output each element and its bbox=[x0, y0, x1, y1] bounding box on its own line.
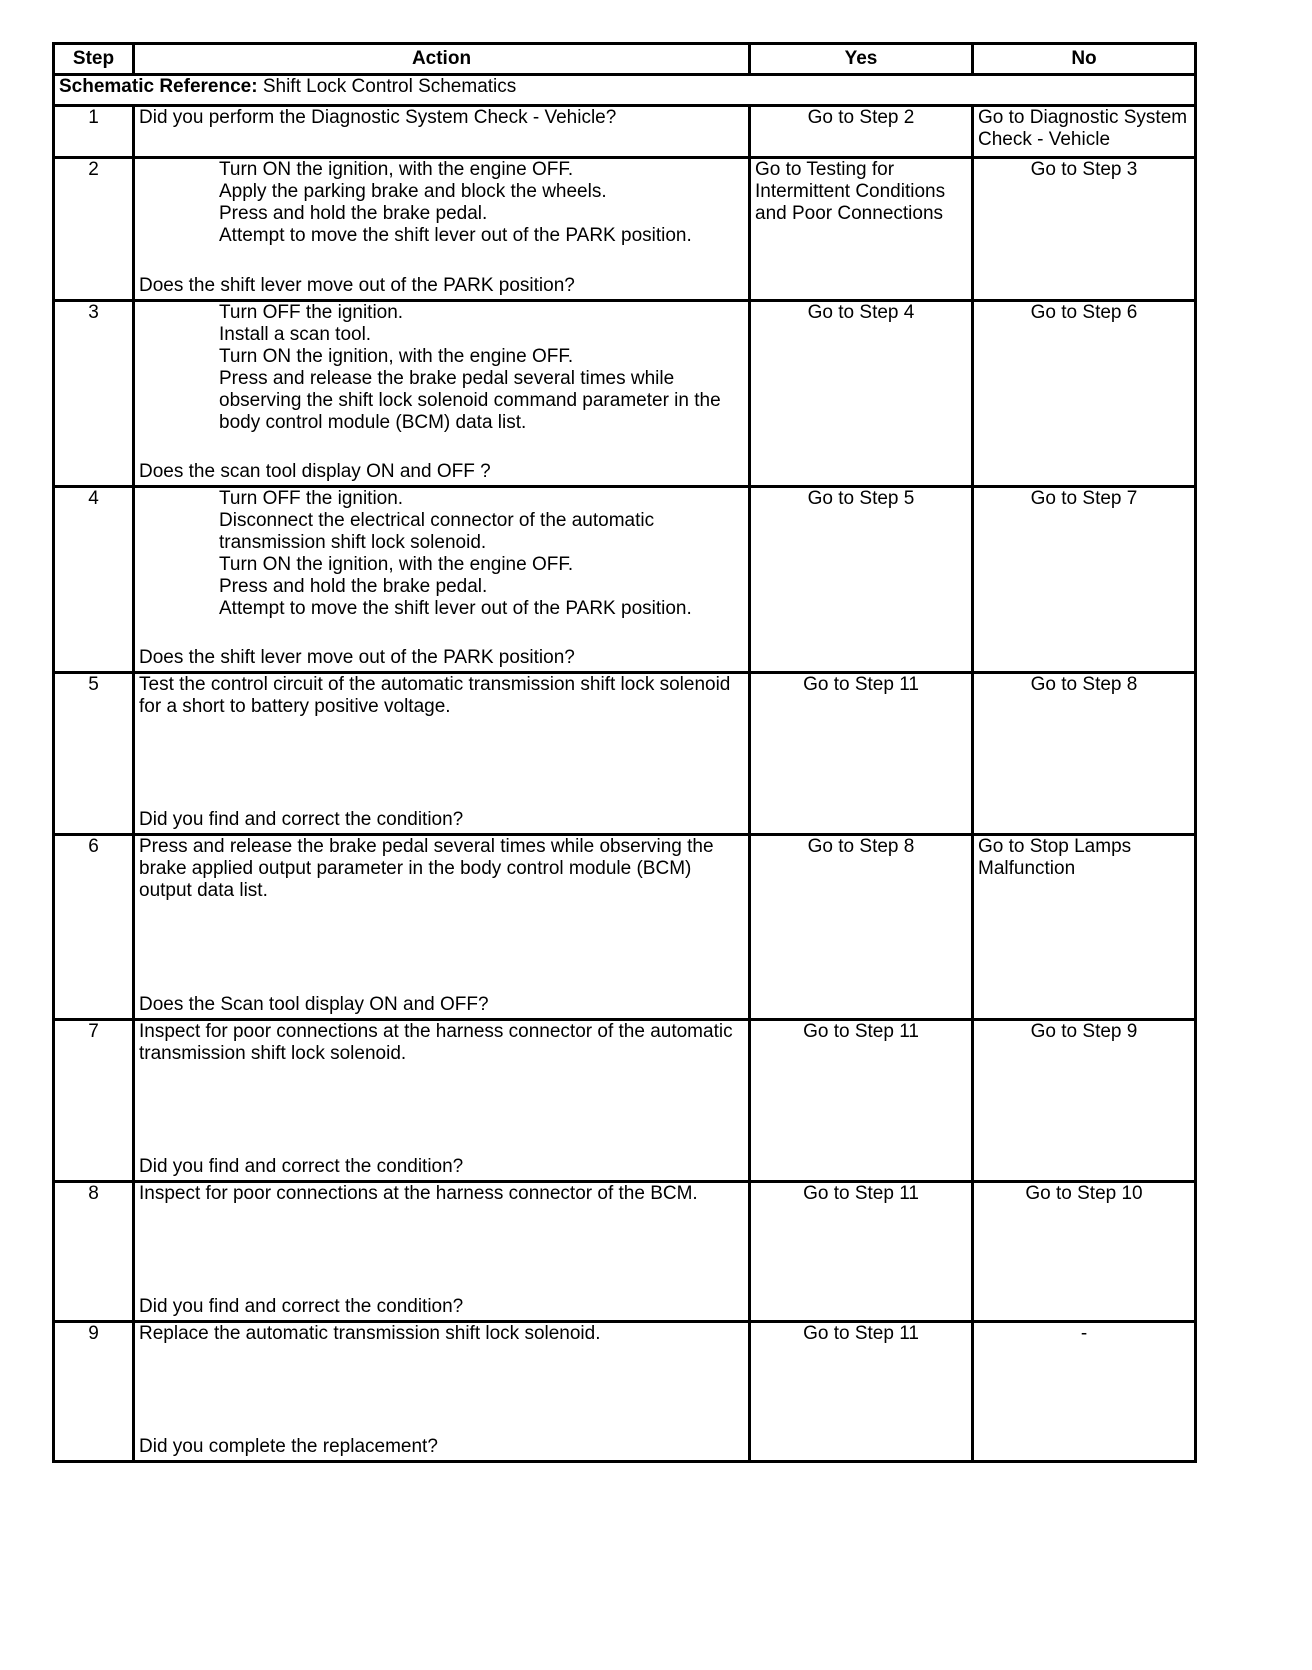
header-row bbox=[54, 44, 1196, 75]
table-row bbox=[54, 673, 1196, 835]
action-question: Does the Scan tool display ON and OFF? bbox=[139, 994, 489, 1015]
schematic-reference-value: Shift Lock Control Schematics bbox=[262, 76, 517, 97]
table-row bbox=[54, 301, 1196, 487]
action-cell bbox=[134, 158, 750, 301]
action-question: Does the scan tool display ON and OFF ? bbox=[139, 461, 491, 482]
schematic-reference-row bbox=[54, 75, 1196, 106]
action-cell bbox=[134, 106, 750, 158]
action-text: Replace the automatic transmission shift lock solenoid. bbox=[139, 1323, 601, 1344]
procedure-steps bbox=[139, 159, 744, 247]
action-cell bbox=[134, 673, 750, 835]
yes-cell: Go to Step 2 bbox=[750, 106, 973, 158]
yes-cell: Go to Step 11 bbox=[750, 673, 973, 835]
table-row bbox=[54, 1322, 1196, 1462]
table-row bbox=[54, 158, 1196, 301]
action-question: Did you complete the replacement? bbox=[139, 1436, 438, 1457]
no-cell: Go to Step 7 bbox=[973, 487, 1196, 673]
procedure-step: Turn ON the ignition, with the engine OFF. bbox=[219, 346, 574, 367]
step-number: 7 bbox=[54, 1020, 134, 1182]
action-cell bbox=[134, 835, 750, 1020]
table-row bbox=[54, 835, 1196, 1020]
yes-cell: Go to Step 11 bbox=[750, 1020, 973, 1182]
header-yes: Yes bbox=[750, 44, 973, 75]
procedure-step: Install a scan tool. bbox=[219, 324, 372, 345]
action-cell bbox=[134, 1020, 750, 1182]
table-row bbox=[54, 487, 1196, 673]
procedure-step: Attempt to move the shift lever out of the PARK position. bbox=[219, 225, 692, 246]
table-row bbox=[54, 106, 1196, 158]
procedure-step: Press and hold the brake pedal. bbox=[219, 203, 488, 224]
procedure-steps bbox=[139, 488, 744, 620]
no-cell: Go to Step 9 bbox=[973, 1020, 1196, 1182]
step-number: 4 bbox=[54, 487, 134, 673]
procedure-steps bbox=[139, 302, 744, 434]
step-number: 3 bbox=[54, 301, 134, 487]
action-question: Did you find and correct the condition? bbox=[139, 1156, 464, 1177]
action-text: Press and release the brake pedal several times while observing the brake applied output parameter in the body control module (BCM) output data list. bbox=[139, 836, 714, 901]
action-question: Does the shift lever move out of the PARK position? bbox=[139, 647, 575, 668]
procedure-step: Turn ON the ignition, with the engine OFF. bbox=[219, 159, 574, 180]
procedure-step: Press and hold the brake pedal. bbox=[219, 576, 488, 597]
yes-cell: Go to Step 11 bbox=[750, 1322, 973, 1462]
action-question: Did you find and correct the condition? bbox=[139, 809, 464, 830]
no-cell: Go to Diagnostic System Check - Vehicle bbox=[973, 106, 1196, 158]
header-action: Action bbox=[134, 44, 750, 75]
step-number: 5 bbox=[54, 673, 134, 835]
yes-cell: Go to Step 4 bbox=[750, 301, 973, 487]
step-number: 8 bbox=[54, 1182, 134, 1322]
no-cell: Go to Step 3 bbox=[973, 158, 1196, 301]
no-cell: Go to Step 10 bbox=[973, 1182, 1196, 1322]
table-row bbox=[54, 1020, 1196, 1182]
action-text: Inspect for poor connections at the harness connector of the automatic transmission shift lock solenoid. bbox=[139, 1021, 733, 1064]
no-cell: Go to Step 6 bbox=[973, 301, 1196, 487]
procedure-step: Disconnect the electrical connector of the automatic transmission shift lock solenoid. bbox=[219, 510, 655, 553]
diagnostic-table bbox=[52, 42, 1197, 1463]
table-row bbox=[54, 1182, 1196, 1322]
step-number: 2 bbox=[54, 158, 134, 301]
action-question: Does the shift lever move out of the PARK position? bbox=[139, 275, 575, 296]
yes-cell: Go to Step 5 bbox=[750, 487, 973, 673]
procedure-step: Turn OFF the ignition. bbox=[219, 488, 404, 509]
action-text: Did you perform the Diagnostic System Check - Vehicle? bbox=[139, 107, 617, 128]
action-question: Did you find and correct the condition? bbox=[139, 1296, 464, 1317]
schematic-reference bbox=[54, 75, 1196, 106]
step-number: 6 bbox=[54, 835, 134, 1020]
procedure-step: Apply the parking brake and block the wheels. bbox=[219, 181, 607, 202]
step-number: 9 bbox=[54, 1322, 134, 1462]
no-cell: - bbox=[973, 1322, 1196, 1462]
header-no: No bbox=[973, 44, 1196, 75]
procedure-step: Turn OFF the ignition. bbox=[219, 302, 404, 323]
no-cell: Go to Stop Lamps Malfunction bbox=[973, 835, 1196, 1020]
yes-cell: Go to Step 11 bbox=[750, 1182, 973, 1322]
no-cell: Go to Step 8 bbox=[973, 673, 1196, 835]
step-number: 1 bbox=[54, 106, 134, 158]
yes-cell: Go to Testing for Intermittent Conditions and Poor Connections bbox=[750, 158, 973, 301]
action-cell bbox=[134, 1182, 750, 1322]
schematic-reference-label: Schematic Reference: bbox=[59, 76, 258, 97]
action-cell bbox=[134, 487, 750, 673]
action-cell bbox=[134, 1322, 750, 1462]
procedure-step: Turn ON the ignition, with the engine OFF. bbox=[219, 554, 574, 575]
procedure-step: Press and release the brake pedal several times while observing the shift lock solenoid command parameter in the body control module (BCM) data list. bbox=[219, 368, 721, 433]
header-step: Step bbox=[54, 44, 134, 75]
action-cell bbox=[134, 301, 750, 487]
action-text: Inspect for poor connections at the harness connector of the BCM. bbox=[139, 1183, 698, 1204]
yes-cell: Go to Step 8 bbox=[750, 835, 973, 1020]
action-text: Test the control circuit of the automatic transmission shift lock solenoid for a short to battery positive voltage. bbox=[139, 674, 731, 717]
procedure-step: Attempt to move the shift lever out of the PARK position. bbox=[219, 598, 692, 619]
